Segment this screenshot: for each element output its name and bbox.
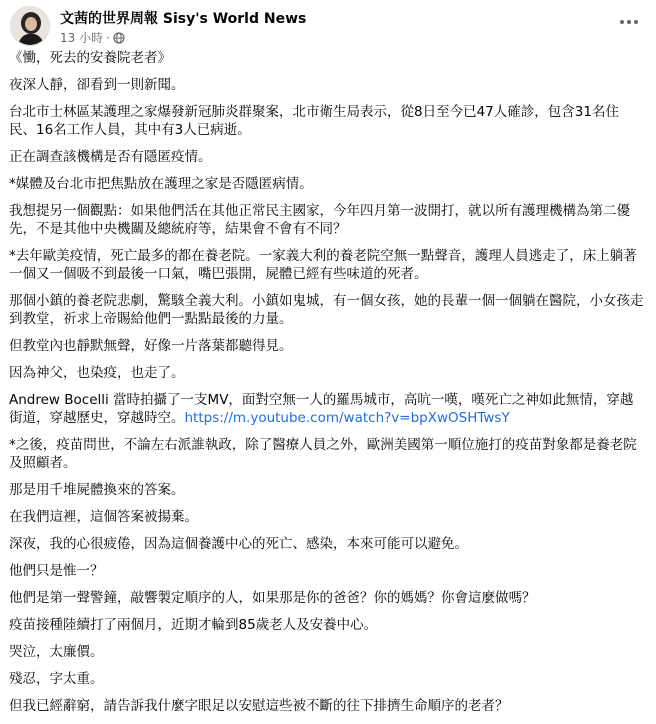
post-paragraph: 正在調查該機構是否有隱匿疫情。 [9,149,212,165]
post-paragraph: 他們是第一聲警鐘，敲響製定順序的人，如果那是你的爸爸？你的媽媽？你會這麼做嗎？ [9,590,536,606]
bocelli-text: Andrew Bocelli 當時拍攝了一支MV，面對空無一人的羅馬城市，高吭一嘆，嘆死亡之神如此無情，穿越街道，穿越歷史，穿越時空。 [9,392,634,426]
post-paragraph: *媒體及台北市把焦點放在護理之家是否隱匿病情。 [9,176,313,192]
post-paragraph: 但教堂內也靜默無聲，好像一片落葉都聽得見。 [9,338,293,354]
post-paragraph: 深夜，我的心很疲倦，因為這個養護中心的死亡、感染，本來可能可以避免。 [9,536,468,552]
post-paragraph: 疫苗接種陸續打了兩個月，近期才輪到85歲老人及安養中心。 [9,617,378,633]
post-paragraph: 殘忍，字太重。 [9,671,104,687]
more-options-button[interactable] [614,10,644,34]
post-paragraph: 台北市士林區某護理之家爆發新冠肺炎群聚案，北市衛生局表示，從8日至今已47人確診，包含31名住民、16名工作人員，其中有3人已病逝。 [9,104,619,138]
post-paragraph: 在我們這裡，這個答案被揚棄。 [9,509,198,525]
more-horizontal-icon [619,19,639,25]
post-paragraph: 夜深人靜，卻看到一則新聞。 [9,77,185,93]
bocelli-paragraph [9,391,644,427]
post-paragraph: 因為神父，也染疫，也走了。 [9,365,185,381]
post-paragraph: 哭泣，太廉價。 [9,644,104,660]
post-paragraph: *之後，疫苗問世，不論左右派誰執政，除了醫療人員之外，歐洲美國第一順位施打的疫苗對象都是養老院及照顧者。 [9,437,637,471]
post-paragraph: 那個小鎮的養老院悲劇，驚駭全義大利。小鎮如鬼城，有一個女孩，她的長輩一個一個躺在醫院，小女孩走到教堂，祈求上帝賜給他們一點點最後的力量。 [9,293,644,327]
post-paragraph: 他們只是惟一？ [9,563,104,579]
post-time[interactable]: 13 小時 [60,31,104,45]
meta-separator: · [106,30,110,45]
post-paragraph: 《慟，死去的安養院老者》 [9,50,171,66]
author-name[interactable]: 文茜的世界周報 Sisy's World News [60,11,307,27]
avatar-image [11,7,50,46]
post-paragraph: 但我已經辭窮，請告訴我什麼字眼足以安慰這些被不斷的往下排擠生命順序的老者？ [9,698,509,714]
post-header [10,6,646,46]
post-paragraph: 那是用千堆屍體換來的答案。 [9,482,185,498]
youtube-link[interactable]: https://m.youtube.com/watch?v=bpXwOSHTwsY [184,410,510,426]
globe-icon[interactable] [113,32,125,44]
avatar[interactable] [10,6,50,46]
post-paragraph: *去年歐美疫情，死亡最多的都在養老院。一家義大利的養老院空無一點聲音，護理人員逃走了，床上躺著一個又一個吸不到最後一口氣，嘴巴張開，屍體已經有些味道的死者。 [9,248,637,282]
post-body [9,49,644,724]
post-paragraph: 我想提另一個觀點：如果他們活在其他正常民主國家，今年四月第一波開打，就以所有護理機構為第二優先，不是其他中央機關及總統府等，結果會不會有不同？ [9,203,630,237]
post-meta [60,29,125,46]
